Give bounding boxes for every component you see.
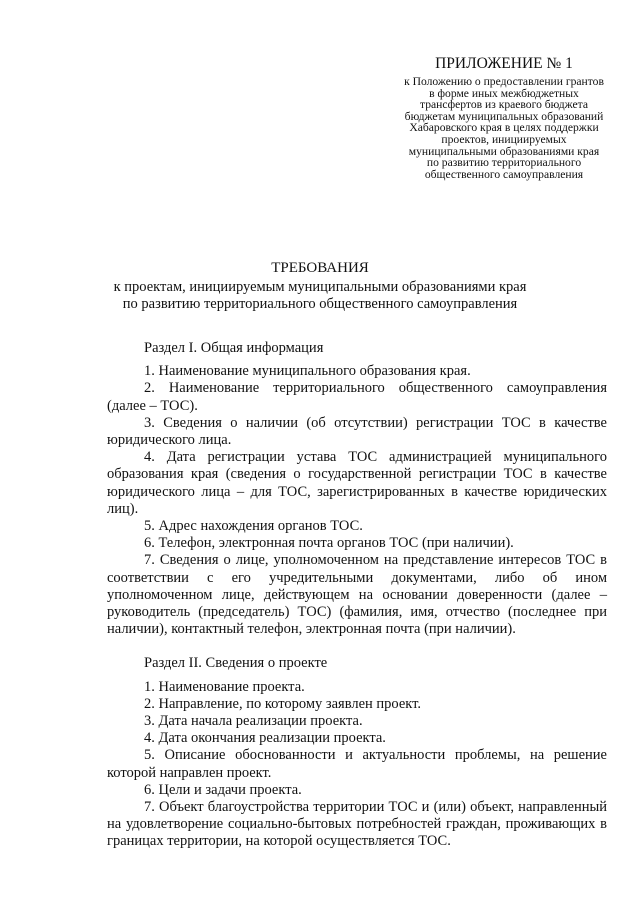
section2-item: 6. Цели и задачи проекта.: [144, 781, 302, 798]
appendix-title: ПРИЛОЖЕНИЕ № 1: [435, 55, 573, 72]
appendix-line: муниципальными образованиями края: [408, 144, 600, 158]
appendix-line: по развитию территориального: [426, 156, 582, 170]
appendix-line: проектов, инициируемых: [441, 132, 567, 146]
section1-item: 4. Дата регистрации устава ТОС администрацией муниципального образования края (сведения о государственной регистрации ТОС в качестве юридического лица – для ТОС, зарегистрированных в качестве юридических лиц).: [107, 449, 607, 517]
document-body: [107, 340, 607, 851]
appendix-line: в форме иных межбюджетных: [429, 86, 579, 100]
appendix-line: Хабаровского края в целях поддержки: [409, 121, 599, 135]
section2-item: 2. Направление, по которому заявлен проект.: [144, 695, 422, 712]
section1-item: 7. Сведения о лице, уполномоченном на представление интересов ТОС в соответствии с его учредительными документами, либо об ином уполномоченном лице, действующем на основании доверенности (далее – руководитель (председатель) ТОС) (фамилия, имя, отчество (последнее при наличии), контактный телефон, электронная почта (при наличии).: [107, 552, 607, 638]
appendix-line: к Положению о предоставлении грантов: [404, 75, 604, 88]
section1-item: 1. Наименование муниципального образования края.: [144, 363, 471, 380]
document-subtitle-line: по развитию территориального общественного самоуправления: [122, 295, 518, 312]
appendix-reference: [392, 76, 616, 180]
appendix-line: бюджетам муниципальных образований: [404, 109, 604, 123]
section2-item: 5. Описание обоснованности и актуальности проблемы, на решение которой направлен проект.: [107, 747, 607, 781]
section2-item: 1. Наименование проекта.: [144, 678, 305, 695]
section1-item: 2. Наименование территориального общественного самоуправления (далее – ТОС).: [107, 380, 607, 414]
section1-item: 5. Адрес нахождения органов ТОС.: [144, 518, 363, 535]
section-title-project-info: Раздел II. Сведения о проекте: [144, 655, 328, 672]
section1-item: 3. Сведения о наличии (об отсутствии) регистрации ТОС в качестве юридического лица.: [107, 414, 607, 449]
document-heading: [0, 258, 640, 312]
document-subtitle-line: к проектам, инициируемым муниципальными образованиями края: [113, 279, 527, 295]
document-title: ТРЕБОВАНИЯ: [271, 260, 369, 276]
section2-item: 3. Дата начала реализации проекта.: [144, 713, 363, 730]
appendix-line: трансфертов из краевого бюджета: [419, 98, 588, 112]
section1-item: 6. Телефон, электронная почта органов ТОС (при наличии).: [144, 535, 514, 552]
appendix-header: [392, 55, 616, 180]
section2-item: 7. Объект благоустройства территории ТОС и (или) объект, направленный на удовлетворение социально-бытовых потребностей граждан, проживающих в границах территории, на которой осуществляется ТОС.: [107, 799, 607, 850]
section2-item: 4. Дата окончания реализации проекта.: [144, 730, 386, 747]
section-title-general-info: Раздел I. Общая информация: [144, 340, 324, 356]
appendix-line: общественного самоуправления: [424, 167, 584, 181]
